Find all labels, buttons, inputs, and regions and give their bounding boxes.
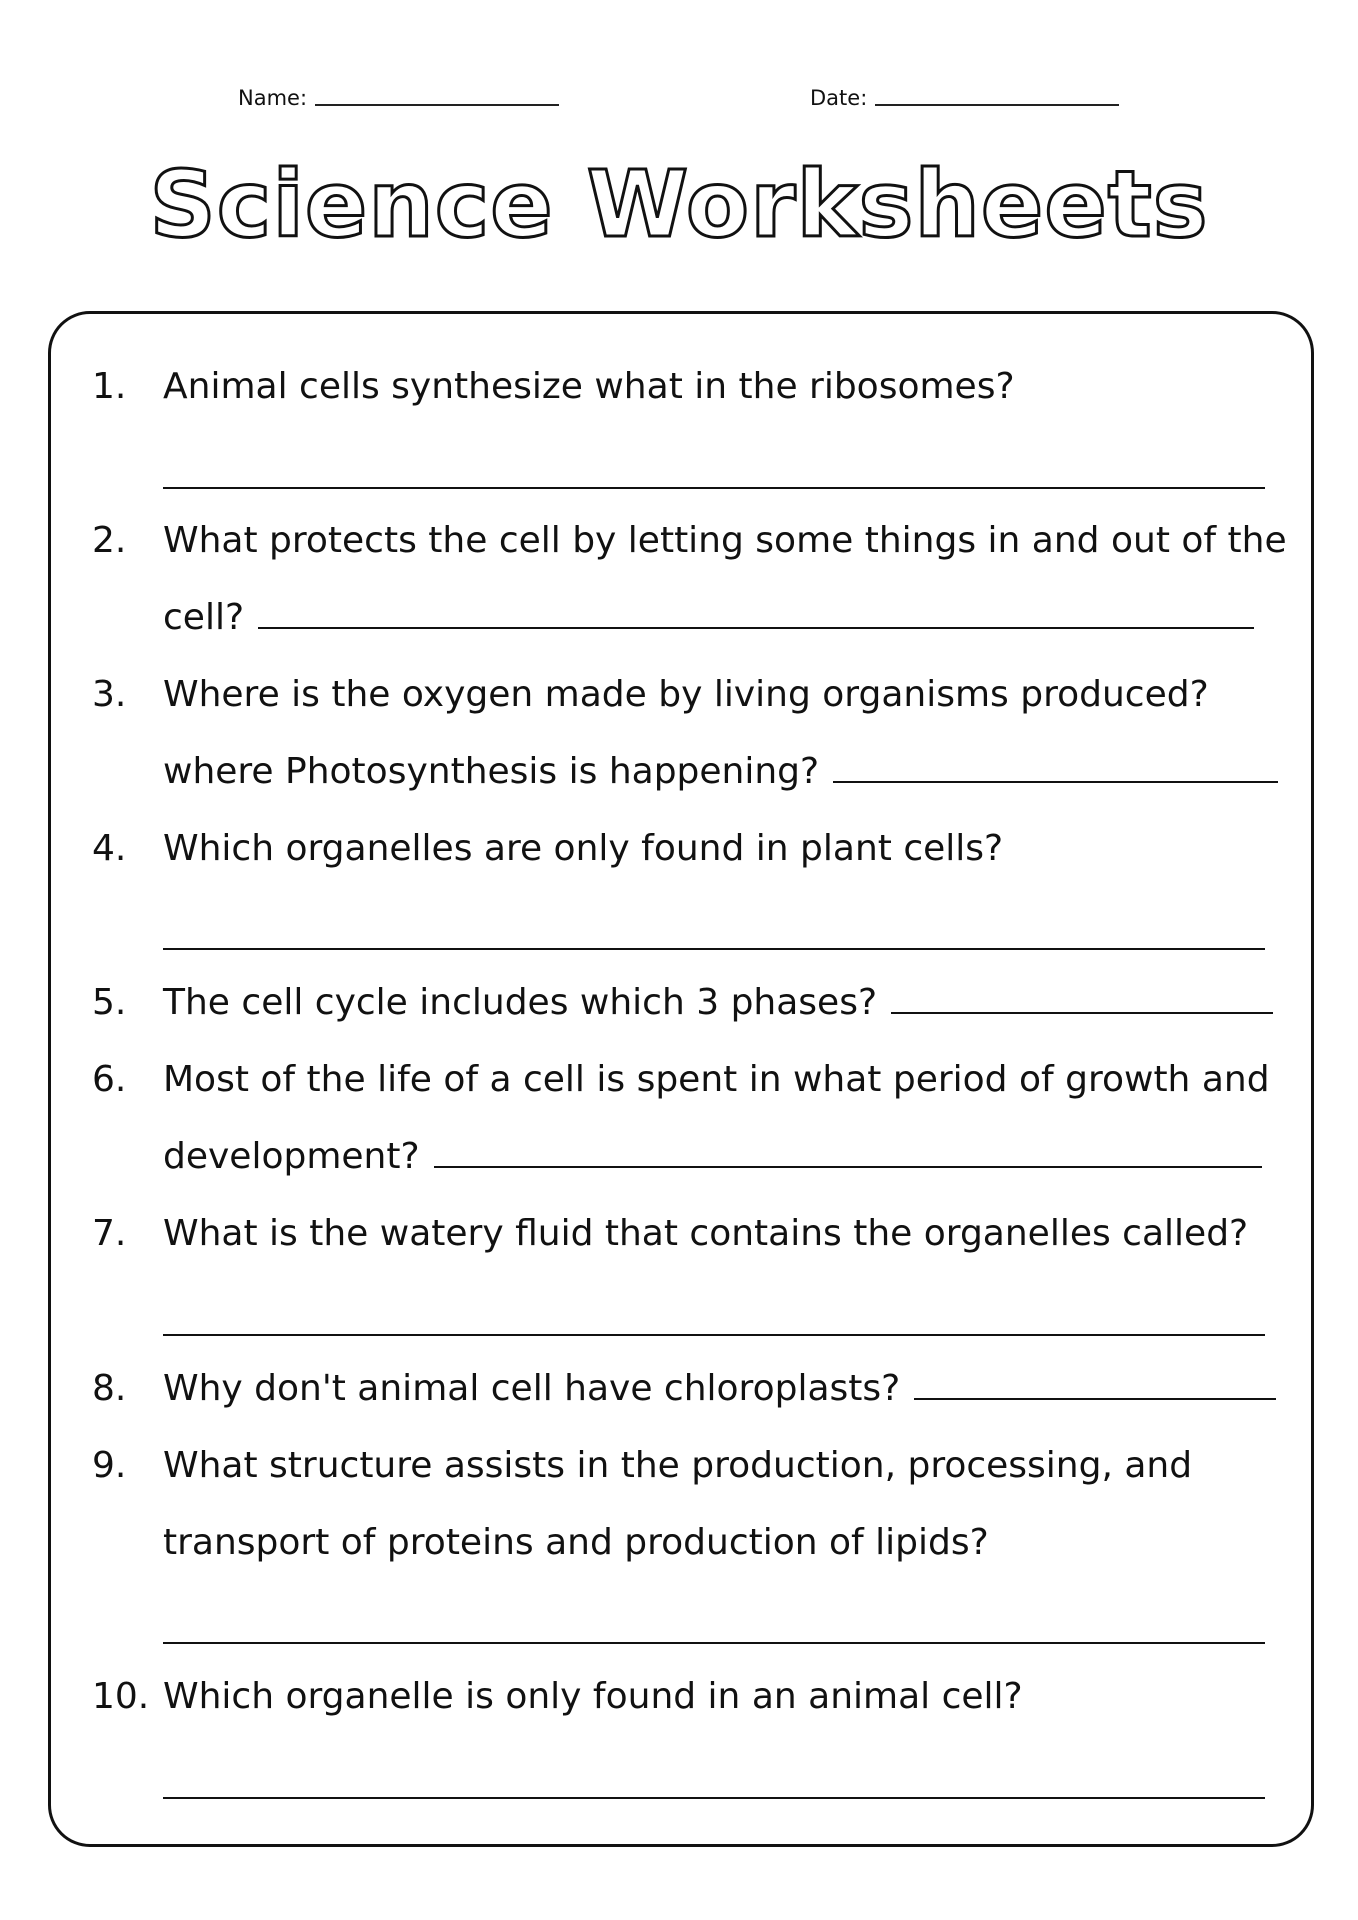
question-text: Where is the oxygen made by living organisms produced?: [163, 674, 1209, 715]
worksheet-title: Science Worksheets: [149, 151, 1209, 258]
answer-line-5[interactable]: [891, 1011, 1273, 1014]
answer-line-6[interactable]: [434, 1165, 1262, 1168]
question-number: 1.: [92, 366, 127, 407]
question-number: 4.: [92, 828, 127, 869]
date-field[interactable]: [810, 76, 1119, 110]
answer-line-3[interactable]: [833, 780, 1278, 783]
question-text: Most of the life of a cell is spent in what period of growth and: [163, 1059, 1270, 1100]
question-number: 8.: [92, 1368, 127, 1409]
question-text: Animal cells synthesize what in the ribosomes?: [163, 366, 1015, 407]
name-blank-line[interactable]: [315, 103, 559, 106]
question-number: 5.: [92, 982, 127, 1023]
name-field[interactable]: [238, 76, 559, 110]
question-number: 3.: [92, 674, 127, 715]
question-text: What protects the cell by letting some things in and out of the: [163, 520, 1287, 561]
question-text: What is the watery fluid that contains the organelles called?: [163, 1213, 1249, 1254]
question-text: where Photosynthesis is happening?: [163, 751, 820, 792]
question-text: Which organelles are only found in plant cells?: [163, 828, 1004, 869]
answer-line-1[interactable]: [163, 487, 1265, 489]
question-text: Why don't animal cell have chloroplasts?: [163, 1368, 901, 1409]
answer-line-9[interactable]: [163, 1642, 1265, 1644]
question-number: 7.: [92, 1213, 127, 1254]
question-text: development?: [163, 1136, 420, 1177]
date-blank-line[interactable]: [875, 103, 1119, 106]
question-number: 6.: [92, 1059, 127, 1100]
answer-line-10[interactable]: [163, 1797, 1265, 1799]
question-text: What structure assists in the production, processing, and: [163, 1445, 1193, 1486]
answer-line-4[interactable]: [163, 948, 1265, 950]
question-text: cell?: [163, 597, 245, 638]
answer-line-7[interactable]: [163, 1334, 1265, 1336]
question-number: 9.: [92, 1445, 127, 1486]
date-label: Date:: [810, 86, 868, 110]
question-number: 2.: [92, 520, 127, 561]
answer-line-8[interactable]: [914, 1397, 1276, 1400]
question-text: Which organelle is only found in an animal cell?: [163, 1676, 1023, 1717]
name-label: Name:: [238, 86, 308, 110]
question-text: The cell cycle includes which 3 phases?: [163, 982, 878, 1023]
question-number: 10.: [92, 1676, 150, 1717]
question-text: transport of proteins and production of lipids?: [163, 1522, 989, 1563]
answer-line-2[interactable]: [258, 626, 1254, 629]
